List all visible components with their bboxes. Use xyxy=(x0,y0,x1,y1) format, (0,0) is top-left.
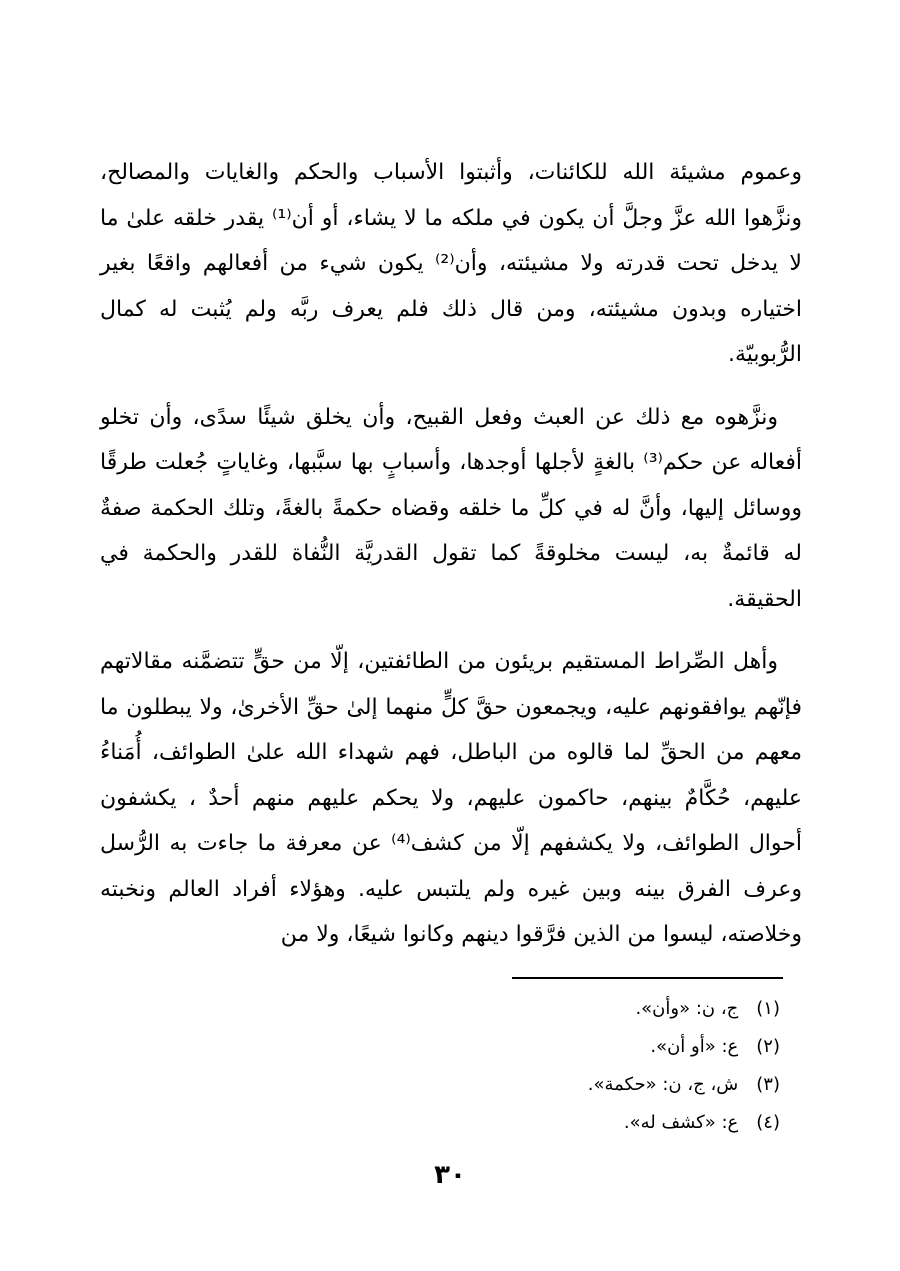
footnote-number: (٣) xyxy=(756,1074,780,1095)
footnote-text: ش، ج، ن: «حكمة». xyxy=(587,1074,739,1095)
footnote-number: (١) xyxy=(756,998,780,1019)
main-text xyxy=(100,150,802,975)
footnote xyxy=(280,990,780,1028)
footnotes xyxy=(280,990,780,1142)
paragraph-2: ونزَّهوه مع ذلك عن العبث وفعل القبيح، وأن يخلق شيئًا سدًى، وأن تخلو أفعاله عن حكم⁽³⁾ بالغةٍ لأجلها أوجدها، وأسبابٍ بها سبَّبها، وغاياتٍ جُعلت طرقًا ووسائل إليها، وأنَّ له في كلِّ ما خلقه وقضاه حكمةً بالغةً، وتلك الحكمة صفةٌ له قائمةٌ به، ليست مخلوقةً كما تقول القدريَّة النُّفاة للقدر والحكمة في الحقيقة. xyxy=(100,404,802,612)
paragraph-1: وعموم مشيئة الله للكائنات، وأثبتوا الأسباب والحكم والغايات والمصالح، ونزَّهوا الله عزَّ وجلَّ أن يكون في ملكه ما لا يشاء، أو أن⁽¹⁾ يقدر خلقه علىٰ ما لا يدخل تحت قدرته ولا مشيئته، وأن⁽²⁾ يكون شيء من أفعالهم واقعًا بغير اختياره وبدون مشيئته، ومن قال ذلك فلم يعرف ربَّه ولم يُثبت له كمال الرُّبوبيّة. xyxy=(100,160,802,367)
footnote xyxy=(280,1104,780,1142)
footnote xyxy=(280,1028,780,1066)
footnote-number: (٢) xyxy=(756,1036,780,1057)
footnote-number: (٤) xyxy=(756,1112,780,1133)
paragraph-3: وأهل الصِّراط المستقيم بريئون من الطائفتين، إلّا من حقٍّ تتضمَّنه مقالاتهم فإنّهم يوافقونهم عليه، ويجمعون حقَّ كلٍّ منهما إلىٰ حقِّ الأخرىٰ، ولا يبطلون ما معهم من الحقِّ لما قالوه من الباطل، فهم شهداء الله علىٰ الطوائف، أُمَناءُ عليهم، حُكَّامٌ بينهم، حاكمون عليهم، ولا يحكم عليهم منهم أحدٌ ، يكشفون أحوال الطوائف، ولا يكشفهم إلّا من كشف⁽⁴⁾ عن معرفة ما جاءت به الرُّسل وعرف الفرق بينه وبين غيره ولم يلتبس عليه. وهؤلاء أفراد العالم ونخبته وخلاصته، ليسوا من الذين فرَّقوا دينهم وكانوا شيعًا، ولا من xyxy=(100,649,802,947)
footnote-text: ج، ن: «وأن». xyxy=(635,998,739,1019)
page-number: ٣٠ xyxy=(434,1160,466,1190)
footnote-text: ع: «كشف له». xyxy=(623,1112,739,1133)
footnote xyxy=(280,1066,780,1104)
footnote-text: ع: «أو أن». xyxy=(650,1036,739,1057)
footnote-separator xyxy=(512,977,783,979)
